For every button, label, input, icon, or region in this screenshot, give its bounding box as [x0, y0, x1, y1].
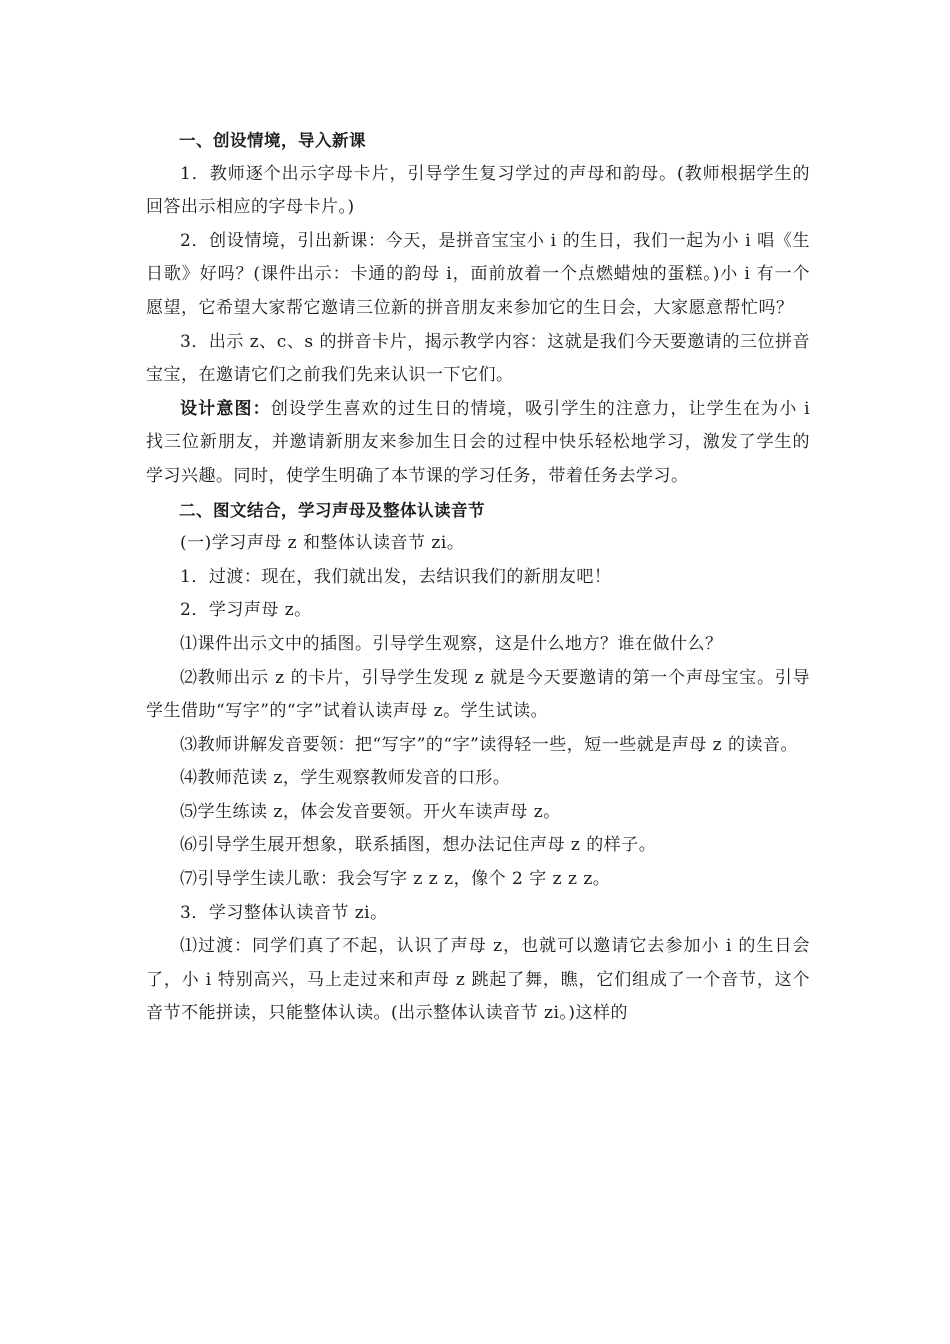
design-intent-label: 设计意图：	[180, 398, 271, 419]
subsection-heading-2-1: (一)学习声母 z 和整体认读音节 zi。	[180, 533, 465, 554]
paragraph-2-3-1: ⑴过渡：同学们真了不起，认识了声母 z，也就可以邀请它去参加小 i 的生日会了，小 i 特别高兴，马上走过来和声母 z 跳起了舞，瞧，它们组成了一个音节，这个音节不能拼读，只能整体认读。(出示整体认读音节 zi。)这样的	[146, 936, 810, 1024]
design-intent-text: 创设学生喜欢的过生日的情境，吸引学生的注意力，让学生在为小 i 找三位新朋友，并邀请新朋友来参加生日会的过程中快乐轻松地学习，激发了学生的学习兴趣。同时，使学生明确了本节课的学习任务，带着任务去学习。	[146, 398, 811, 486]
paragraph-2-2-1: ⑴课件出示文中的插图。引导学生观察，这是什么地方？谁在做什么？	[180, 633, 723, 654]
paragraph-2-2-4: ⑷教师范读 z，学生观察教师发音的口形。	[180, 768, 511, 789]
section-heading-2: 二、图文结合，学习声母及整体认读音节	[179, 500, 485, 520]
document-body	[146, 124, 810, 1031]
paragraph-2-2-5: ⑸学生练读 z，体会发音要领。开火车读声母 z。	[180, 801, 561, 822]
design-intent-paragraph	[146, 393, 810, 494]
paragraph-2-2-3: ⑶教师讲解发音要领：把“写字”的“字”读得轻一些，短一些就是声母 z 的读音。	[180, 734, 799, 755]
paragraph-2-1: 1．过渡：现在，我们就出发，去结识我们的新朋友吧！	[180, 566, 612, 587]
paragraph-2-3: 3．学习整体认读音节 zi。	[180, 902, 388, 923]
paragraph-2-2: 2．学习声母 z。	[180, 600, 312, 621]
paragraph-1-2: 2．创设情境，引出新课：今天，是拼音宝宝小 i 的生日，我们一起为小 i 唱《生日歌》好吗？(课件出示：卡通的韵母 i，面前放着一个点燃蜡烛的蛋糕。)小 i 有一个愿望，它希望大家帮它邀请三位新的拼音朋友来参加它的生日会，大家愿意帮忙吗？	[146, 230, 810, 318]
paragraph-1-1: 1．教师逐个出示字母卡片，引导学生复习学过的声母和韵母。(教师根据学生的回答出示相应的字母卡片。)	[146, 163, 810, 218]
paragraph-1-3: 3．出示 z、c、s 的拼音卡片，揭示教学内容：这就是我们今天要邀请的三位拼音宝宝，在邀请它们之前我们先来认识一下它们。	[146, 331, 810, 386]
section-heading-1: 一、创设情境，导入新课	[179, 131, 366, 150]
paragraph-2-2-7: ⑺引导学生读儿歌：我会写字 z z z，像个 2 字 z z z。	[180, 869, 611, 890]
paragraph-2-2-2: ⑵教师出示 z 的卡片，引导学生发现 z 就是今天要邀请的第一个声母宝宝。引导学生借助“写字”的“字”试着认读声母 z。学生试读。	[146, 667, 810, 722]
paragraph-2-2-6: ⑹引导学生展开想象，联系插图，想办法记住声母 z 的样子。	[180, 835, 657, 856]
